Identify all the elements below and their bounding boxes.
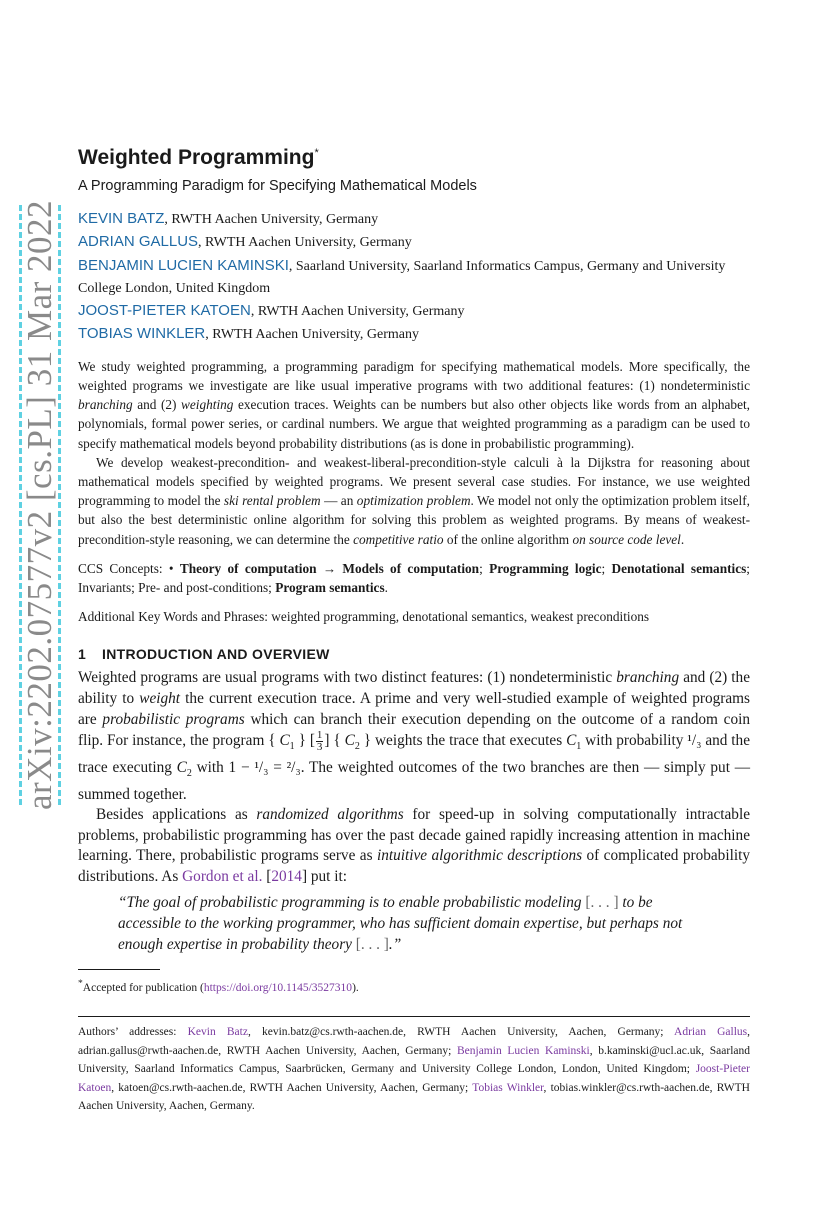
math-sub: 1 — [576, 741, 582, 753]
address-author-link[interactable]: Kevin Batz — [187, 1026, 248, 1039]
citation-link[interactable]: Gordon et al. — [182, 867, 263, 885]
section-body — [78, 668, 750, 887]
address-text: , katoen@cs.rwth-aachen.de, RWTH Aachen University, Aachen, Germany; — [111, 1081, 473, 1094]
body-paragraph — [78, 805, 750, 887]
text-run: execution traces. Weights can be numbers but also other objects like words from an alphabet, polynomials, formal power series, or cardinal numbers. We argue that weighted programming as a paradigm can be used to specify mathematical models beyond probability distributions (as is done in probabilistic programming). — [78, 397, 750, 451]
math-var: C — [566, 732, 577, 750]
addresses-label: Authors’ addresses: — [78, 1026, 188, 1039]
title-text: Weighted Programming — [78, 146, 315, 169]
emphasis: branching — [616, 669, 680, 687]
text-run: . We model not only the optimization problem itself, but also the best deterministic online algorithm for solving this problem as weighted programs. By means of weakest-precondition-style reasoning, we can determine the — [78, 493, 750, 547]
arxiv-identifier: arXiv:2202.07577v2 [cs.PL] 31 Mar 2022 — [20, 199, 59, 811]
emphasis: probabilistic programs — [102, 710, 245, 728]
quote-text: to be accessible to the working programmer, who has sufficient domain expertise, but perhaps not enough expertise in probability theory — [118, 894, 683, 953]
author-affiliation: , RWTH Aachen University, Germany — [205, 327, 419, 343]
address-author-link[interactable]: Joost-Pieter Katoen — [78, 1063, 750, 1094]
ccs-arrow: → — [316, 560, 343, 576]
text-run: } weights the trace that executes — [359, 732, 567, 750]
text-run: Besides applications as — [96, 806, 257, 824]
footnote-mark: * — [78, 978, 83, 990]
text-run: with probability ¹/₃ and the trace executing — [78, 732, 750, 776]
emphasis: on source code level — [572, 531, 681, 547]
emphasis: weight — [139, 690, 181, 708]
fraction — [316, 730, 324, 753]
addresses-rule — [78, 1016, 750, 1017]
text-run: } — [294, 732, 310, 750]
paper-subtitle: A Programming Paradigm for Specifying Mathematical Models — [78, 178, 477, 194]
emphasis: ski rental problem — [223, 493, 321, 509]
footnote — [78, 976, 750, 996]
author-name[interactable]: ADRIAN GALLUS — [78, 233, 199, 251]
author-entry — [78, 208, 750, 231]
author-entry — [78, 323, 750, 346]
text-run: { — [329, 732, 345, 750]
text-run: We study weighted programming, a programming paradigm for specifying mathematical models. More specifically, the weighted programs we investigate are like usual imperative programs with two additional features: (1) nondeterministic — [78, 358, 750, 393]
footnote-text: ). — [352, 982, 359, 995]
math-var: C — [176, 758, 187, 776]
author-name[interactable]: BENJAMIN LUCIEN KAMINSKI — [78, 256, 289, 274]
text-run: Weighted programs are usual programs with two distinct features: (1) nondeterministic — [78, 669, 617, 687]
section-heading — [78, 646, 750, 662]
paper-page — [78, 138, 750, 1116]
author-affiliation: , RWTH Aachen University, Germany — [250, 304, 465, 320]
math-sub: 2 — [354, 741, 360, 753]
address-text: , adrian.gallus@rwth-aachen.de, RWTH Aachen University, Aachen, Germany; — [78, 1026, 751, 1057]
abstract-paragraph — [78, 357, 750, 453]
ccs-term: Programming logic — [489, 560, 602, 576]
emphasis: competitive ratio — [353, 531, 444, 547]
text-run: ] — [301, 867, 308, 885]
emphasis: optimization problem — [356, 493, 471, 509]
text-run: which can branch their execution depending on the outcome of a random coin flip. For instance, the program { — [78, 710, 750, 750]
address-author-link[interactable]: Adrian Gallus — [674, 1026, 748, 1039]
ccs-term: Program semantics — [275, 580, 385, 596]
text-run: for speed-up in solving computationally intractable problems, probabilistic programming has over the past decade gained rapidly increasing attention in machine learning. There, probabilistic programs serve as — [78, 806, 750, 865]
footnote-text: Accepted for publication ( — [82, 982, 204, 995]
ccs-separator: ; — [479, 560, 490, 576]
author-entry — [78, 300, 750, 323]
math-sub: 1 — [289, 741, 295, 753]
arxiv-sidebar — [14, 199, 66, 811]
text-run: put it: — [307, 867, 347, 885]
abstract-paragraph — [78, 453, 750, 549]
address-text: , tobias.winkler@cs.rwth-aachen.de, RWTH Aachen University, Aachen, Germany. — [78, 1081, 750, 1113]
math-var: C — [344, 732, 355, 750]
author-name[interactable]: KEVIN BATZ — [78, 210, 165, 227]
author-affiliation: , RWTH Aachen University, Germany — [198, 235, 412, 251]
ccs-term: Models of computation — [342, 560, 480, 576]
quote-text: .” — [388, 935, 402, 953]
ccs-separator: ; — [601, 560, 612, 576]
text-run: [ — [262, 867, 272, 885]
keywords: Additional Key Words and Phrases: weighted programming, denotational semantics, weakest preconditions — [78, 609, 650, 625]
block-quote — [118, 893, 710, 955]
address-author-link[interactable]: Benjamin Lucien Kaminski — [456, 1044, 590, 1057]
text-run: We develop weakest-precondition- and weakest-liberal-precondition-style calculi à la Dijkstra for reasoning about mathematical models specified by weighted programs. We present several case studies. For instance, we use weighted programming to model the — [78, 454, 750, 509]
text-run: of complicated probability distributions. As — [78, 847, 750, 885]
paper-title — [78, 138, 750, 173]
address-text: , b.kaminski@ucl.ac.uk, Saarland University, Saarland Informatics Campus, Saarbrücken, Germany and University College London, London, United Kingdom; — [78, 1044, 750, 1076]
ccs-label: CCS Concepts: • — [78, 560, 180, 576]
math-sub: 2 — [186, 767, 192, 779]
ccs-term: Denotational semantics — [611, 560, 747, 576]
abstract — [78, 357, 750, 549]
fraction-numerator: 1 — [316, 729, 323, 742]
fraction-denominator: 3 — [316, 741, 323, 754]
title-footnote-mark[interactable]: * — [314, 147, 319, 159]
author-affiliation: , RWTH Aachen University, Germany — [164, 212, 379, 227]
author-affiliation: , Saarland University, Saarland Informatics Campus, Germany and University College London, United Kingdom — [78, 258, 726, 296]
author-entry — [78, 231, 750, 254]
emphasis: randomized algorithms — [256, 806, 404, 824]
emphasis: branching — [78, 397, 133, 413]
emphasis: weighting — [181, 397, 234, 413]
ccs-concepts — [78, 559, 750, 597]
address-author-link[interactable]: Tobias Winkler — [472, 1081, 544, 1094]
author-name[interactable]: JOOST-PIETER KATOEN — [78, 302, 251, 320]
quote-ellipsis: [. . . ] — [585, 894, 619, 912]
author-entry — [78, 255, 750, 301]
footnote-rule — [78, 969, 160, 970]
section-title: INTRODUCTION AND OVERVIEW — [102, 646, 330, 663]
author-name[interactable]: TOBIAS WINKLER — [78, 325, 206, 343]
text-run: . — [680, 531, 685, 547]
ccs-plain: ; Invariants; Pre- and post-conditions; — [78, 560, 750, 596]
emphasis: intuitive algorithmic descriptions — [376, 847, 583, 865]
text-run: of the online algorithm — [443, 531, 573, 547]
address-text: , kevin.batz@cs.rwth-aachen.de, RWTH Aachen University, Aachen, Germany; — [247, 1026, 675, 1039]
quote-ellipsis: [. . . ] — [355, 935, 389, 953]
author-list — [78, 208, 750, 347]
section-number: 1 — [78, 646, 87, 663]
ccs-term: Theory of computation — [179, 560, 317, 576]
text-run: with 1 − ¹/₃ = ²/₃. The weighted outcomes of the two branches are then — simply put — summed together. — [78, 758, 750, 803]
body-paragraph: Weighted programs are usual programs with two distinct features: (1) nondeterministic branching and (2) the ability to weight the current execution trace. A prime and very well-studied example of weighted programs are probabilistic programs which can branch their execution depending on the outcome of a random coin flip. For instance, the program { $C_1$ } [ $\frac{1}{3}$ ] { $C_2$ } weights the trace that executes $C_1$ with probability ¹/₃ and the trace executing $C_2$ with 1 − ¹/₃ = ²/₃. The weighted outcomes of the two branches are then — simply put — summed together. — [78, 669, 751, 803]
text-run: the current execution trace. A prime and very well-studied example of weighted programs are — [78, 690, 751, 728]
ccs-end: . — [384, 580, 388, 596]
author-addresses — [78, 1023, 750, 1116]
text-run: and (2) — [132, 397, 181, 413]
quote-text: “The goal of probabilistic programming is to enable probabilistic modeling — [118, 894, 586, 912]
text-run: and (2) the ability to — [78, 669, 750, 708]
citation-year-link[interactable]: 2014 — [271, 867, 302, 885]
doi-link[interactable]: https://doi.org/10.1145/3527310 — [203, 982, 353, 995]
text-run: — an — [320, 493, 357, 509]
math-var: C — [279, 732, 290, 750]
